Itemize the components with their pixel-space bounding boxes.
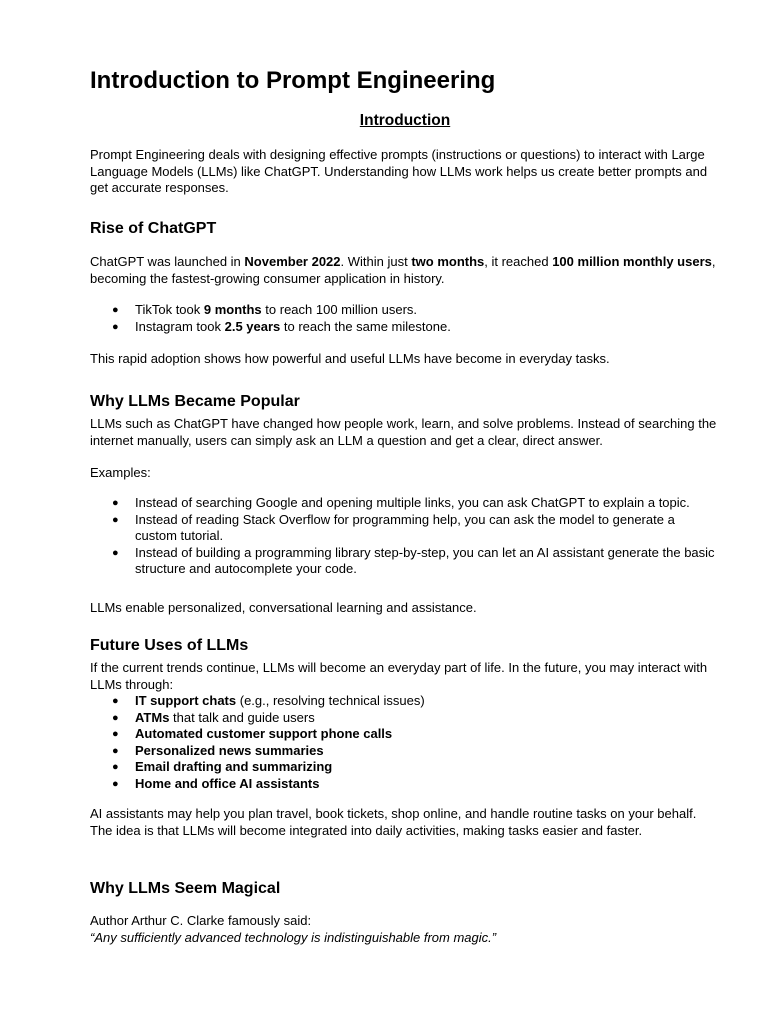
document-title: Introduction to Prompt Engineering (90, 67, 496, 94)
popular-bullet-list (90, 495, 720, 578)
clarke-quote: “Any sufficiently advanced technology is indistinguishable from magic.” (90, 930, 497, 945)
list-item: ● Instead of building a programming library step-by-step, you can let an AI assistant generate the basic structure and autocomplete your code. (90, 545, 720, 578)
list-item: ● Instead of reading Stack Overflow for programming help, you can ask the model to generate a custom tutorial. (90, 512, 720, 545)
examples-label: Examples: (90, 465, 151, 480)
rise-paragraph: ChatGPT was launched in November 2022. Within just two months, it reached 100 million monthly users, becoming the fastest-growing consumer application in history. (90, 254, 716, 286)
magical-heading: Why LLMs Seem Magical (90, 880, 281, 897)
list-item: ● Instead of searching Google and opening multiple links, you can ask ChatGPT to explain a topic. (90, 495, 720, 512)
list-item: ● ATMs that talk and guide users (90, 710, 720, 727)
list-item: ● Email drafting and summarizing (90, 759, 720, 776)
popular-heading: Why LLMs Became Popular (90, 393, 300, 410)
future-bullet-list (90, 693, 720, 792)
introduction-heading: Introduction (359, 112, 451, 129)
clarke-attribution: Author Arthur C. Clarke famously said: (90, 913, 312, 928)
future-heading: Future Uses of LLMs (90, 637, 249, 654)
list-item: ● Instagram took 2.5 years to reach the same milestone. (90, 319, 720, 336)
list-item: ● Home and office AI assistants (90, 776, 720, 793)
list-item: ● TikTok took 9 months to reach 100 million users. (90, 302, 720, 319)
popular-closing: LLMs enable personalized, conversational learning and assistance. (90, 600, 477, 615)
list-item: ● IT support chats (e.g., resolving technical issues) (90, 693, 720, 710)
list-item: ● Personalized news summaries (90, 743, 720, 760)
future-closing: AI assistants may help you plan travel, book tickets, shop online, and handle routine tasks on your behalf. The idea is that LLMs will become integrated into daily activities, making tasks easier and faster. (90, 806, 697, 838)
popular-paragraph: LLMs such as ChatGPT have changed how people work, learn, and solve problems. Instead of searching the internet manually, users can simply ask an LLM a question and get a clear, direct answer. (90, 416, 717, 448)
future-paragraph: If the current trends continue, LLMs will become an everyday part of life. In the future, you may interact with LLMs through: (90, 660, 708, 692)
rise-closing: This rapid adoption shows how powerful and useful LLMs have become in everyday tasks. (90, 351, 610, 366)
intro-paragraph: Prompt Engineering deals with designing effective prompts (instructions or questions) to interact with Large Language Models (LLMs) like ChatGPT. Understanding how LLMs work helps us create better prompts and get accurate responses. (90, 147, 708, 195)
list-item: ● Automated customer support phone calls (90, 726, 720, 743)
rise-heading: Rise of ChatGPT (90, 220, 217, 237)
rise-bullet-list (90, 302, 720, 335)
